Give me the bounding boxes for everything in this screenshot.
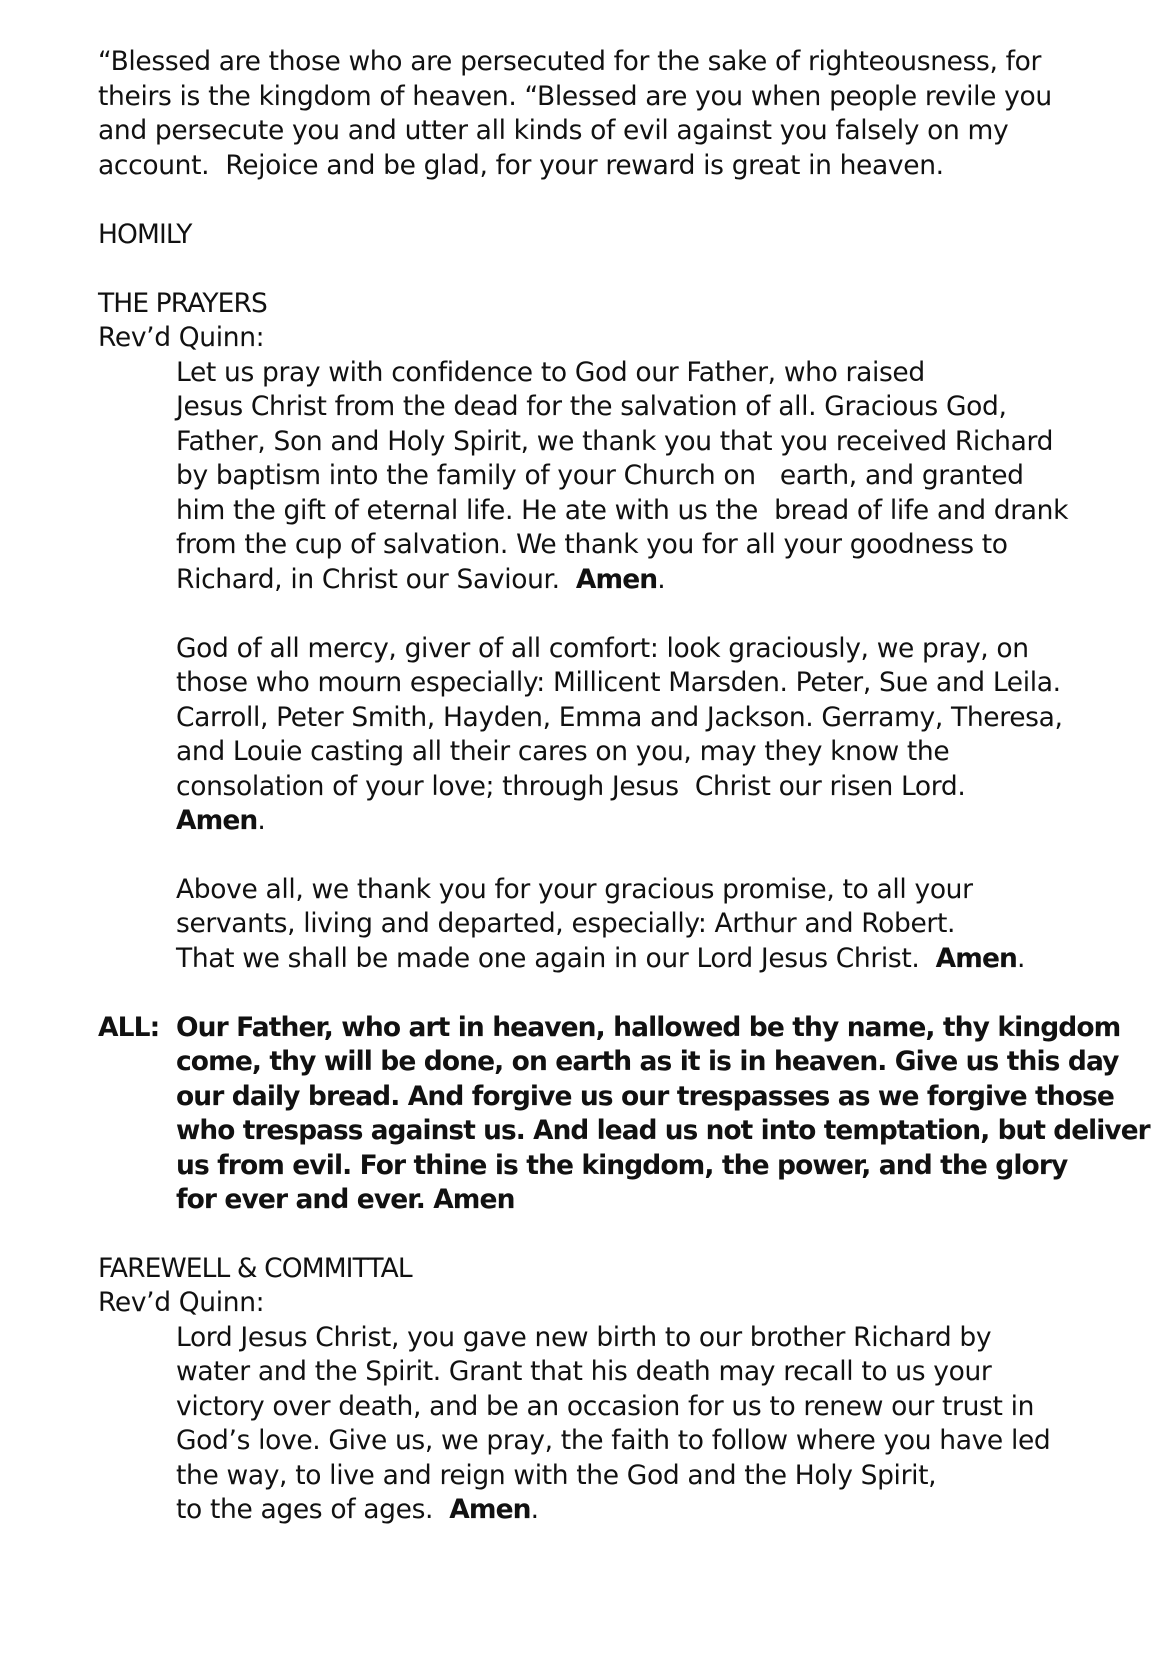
lords-prayer-line: for ever and ever. Amen — [176, 1184, 515, 1215]
committal-text: to the ages of ages. — [176, 1494, 450, 1525]
lords-prayer-line: Our Father, who art in heaven, hallowed be thy name, thy kingdom — [176, 1012, 1121, 1043]
committal-line: Lord Jesus Christ, you gave new birth to our brother Richard by — [176, 1322, 992, 1353]
prayer-line — [176, 941, 1025, 977]
prayer-text: Richard, in Christ our Saviour. — [176, 564, 576, 595]
prayer-line: consolation of your love; through Jesus Christ our risen Lord. — [176, 771, 966, 802]
gospel-line: theirs is the kingdom of heaven. “Blessed are you when people revile you — [98, 81, 1052, 112]
prayer-line: by baptism into the family of your Church on earth, and granted — [176, 460, 1024, 491]
prayer-text: That we shall be made one again in our Lord Jesus Christ. — [176, 943, 936, 974]
gospel-line: “Blessed are those who are persecuted for the sake of righteousness, for — [98, 46, 1042, 77]
period: . — [657, 564, 666, 595]
gospel-line: and persecute you and utter all kinds of evil against you falsely on my — [98, 115, 1009, 146]
prayers-heading: THE PRAYERS — [98, 288, 267, 319]
prayer-line: those who mourn especially: Millicent Marsden. Peter, Sue and Leila. — [176, 667, 1061, 698]
prayers-speaker: Rev’d Quinn: — [98, 322, 265, 353]
prayer-line: from the cup of salvation. We thank you for all your goodness to — [176, 529, 1008, 560]
prayer-line: Father, Son and Holy Spirit, we thank you that you received Richard — [176, 426, 1054, 457]
lords-prayer-line: come, thy will be done, on earth as it is in heaven. Give us this day — [176, 1046, 1119, 1077]
committal-line: God’s love. Give us, we pray, the faith to follow where you have led — [176, 1425, 1051, 1456]
amen-response: Amen — [449, 1494, 531, 1525]
committal-line: water and the Spirit. Grant that his death may recall to us your — [176, 1356, 992, 1387]
prayer-line: Above all, we thank you for your gracious promise, to all your — [176, 874, 973, 905]
all-label: ALL: — [98, 1012, 160, 1043]
lords-prayer-line: us from evil. For thine is the kingdom, the power, and the glory — [176, 1150, 1068, 1181]
amen-response: Amen — [935, 943, 1017, 974]
amen-response: Amen — [176, 805, 258, 836]
prayer-line: God of all mercy, giver of all comfort: look graciously, we pray, on — [176, 633, 1029, 664]
lords-prayer-line: who trespass against us. And lead us not into temptation, but deliver — [176, 1115, 1150, 1146]
prayer-line: Let us pray with confidence to God our Father, who raised — [176, 357, 925, 388]
period: . — [257, 805, 266, 836]
prayer-line: servants, living and departed, especially: Arthur and Robert. — [176, 908, 956, 939]
committal-line: victory over death, and be an occasion for us to renew our trust in — [176, 1391, 1035, 1422]
committal-line: the way, to live and reign with the God and the Holy Spirit, — [176, 1460, 937, 1491]
prayer-line: Jesus Christ from the dead for the salvation of all. Gracious God, — [176, 391, 1007, 422]
prayer-line — [176, 803, 265, 839]
homily-heading: HOMILY — [98, 219, 192, 250]
committal-speaker: Rev’d Quinn: — [98, 1287, 265, 1318]
period: . — [1017, 943, 1026, 974]
prayer-line: Carroll, Peter Smith, Hayden, Emma and Jackson. Gerramy, Theresa, — [176, 702, 1063, 733]
prayer-line — [176, 562, 665, 598]
prayer-line: and Louie casting all their cares on you, may they know the — [176, 736, 950, 767]
committal-line — [176, 1492, 539, 1528]
prayer-line: him the gift of eternal life. He ate with us the bread of life and drank — [176, 495, 1069, 526]
period: . — [530, 1494, 539, 1525]
amen-response: Amen — [575, 564, 658, 595]
gospel-line: account. Rejoice and be glad, for your reward is great in heaven. — [98, 150, 944, 181]
committal-heading: FAREWELL & COMMITTAL — [98, 1253, 412, 1284]
lords-prayer-line: our daily bread. And forgive us our trespasses as we forgive those — [176, 1081, 1114, 1112]
